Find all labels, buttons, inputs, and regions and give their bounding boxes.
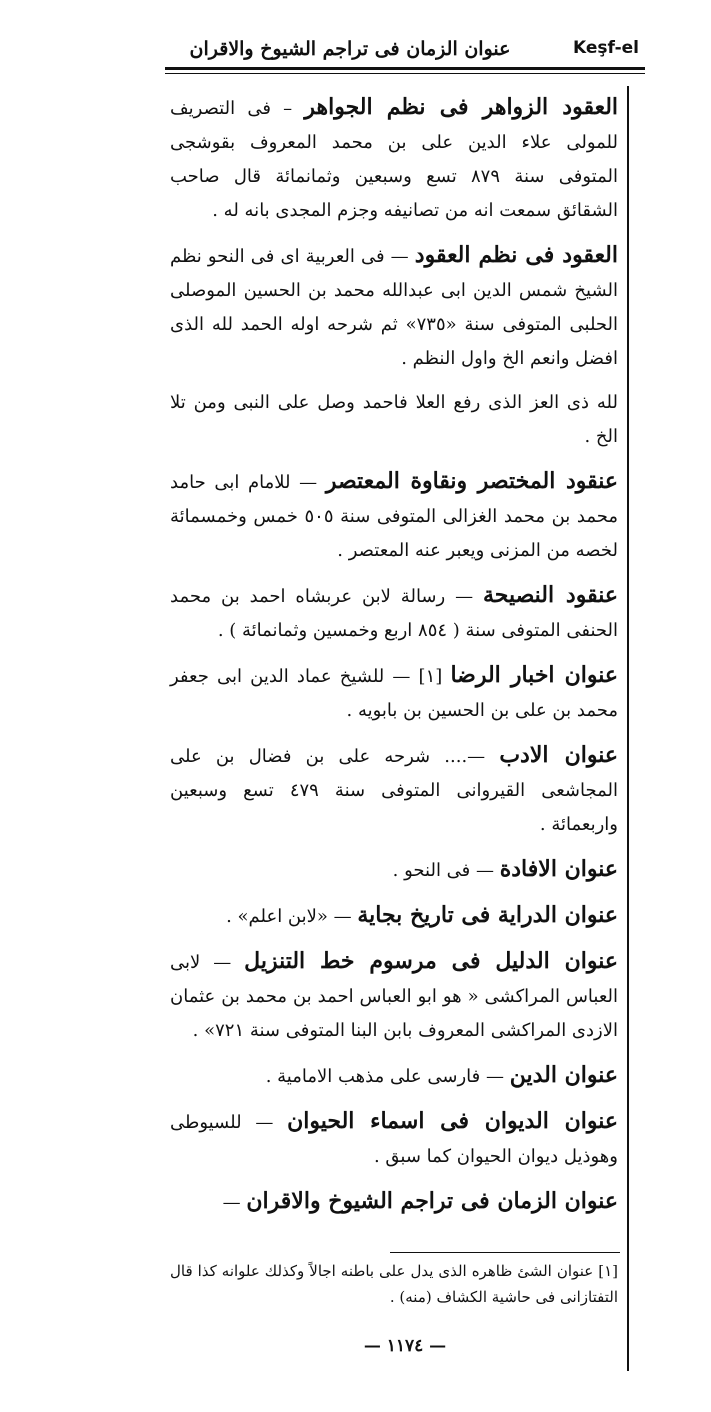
entry xyxy=(170,852,618,888)
entry-text: – فى التصريف للمولى علاء الدين على بن محمد المعروف بقوشجى المتوفى سنة ٨٧٩ تسع وسبعين وثمانمائة قال صاحب الشقائق سمعت انه من تصانيفه وجزم المجدى بانه له . xyxy=(170,98,619,221)
entry-heading: العقود فى نظم العقود xyxy=(414,242,618,268)
entry xyxy=(170,738,618,842)
entry-heading: عنوان الزمان فى تراجم الشيوخ والاقران xyxy=(246,1188,618,1214)
running-header-latin: Keşf-el xyxy=(572,38,639,58)
entry xyxy=(170,944,618,1048)
verse-line xyxy=(170,386,618,454)
entry-text: — رسالة لابن عربشاه احمد بن محمد الحنفى المتوفى سنة ( ٨٥٤ اربع وخمسين وثمانمائة ) . xyxy=(170,586,618,641)
entry-heading: عنوان الادب xyxy=(499,742,618,768)
entry-text: [١] — للشيخ عماد الدين ابى جعفر محمد بن على بن الحسين بن بابويه . xyxy=(170,666,618,721)
entry-heading: عنقود المختصر ونقاوة المعتصر xyxy=(325,468,619,494)
entry-heading: العقود الزواهر فى نظم الجواهر xyxy=(304,94,619,120)
entry-heading: عنوان الديوان فى اسماء الحيوان xyxy=(287,1108,618,1134)
entry xyxy=(170,578,618,648)
entry xyxy=(170,238,618,376)
entry xyxy=(170,898,618,934)
entry-heading: عنوان الدليل فى مرسوم خط التنزيل xyxy=(244,948,618,974)
entry-heading: عنقود النصيحة xyxy=(482,582,618,608)
entry-text: —.... شرحه على بن فضال بن على المجاشعى القيروانى المتوفى سنة ٤٧٩ تسع وسبعين واربعمائة . xyxy=(170,746,618,835)
footnote: [١] عنوان الشئ ظاهره الذى يدل على باطنه اجالاً وكذلك علوانه كذا قال التفتازانى فى حاشية الكشاف (منه) . xyxy=(170,1262,618,1306)
entry-text: — فارسى على مذهب الامامية . xyxy=(265,1066,510,1087)
entry-heading: عنوان الدين xyxy=(509,1062,618,1088)
entry-text: — «لابن اعلم» . xyxy=(226,906,358,927)
entry-heading: عنوان اخبار الرضا xyxy=(450,662,619,688)
footnote-rule xyxy=(390,1252,620,1253)
entry xyxy=(170,658,618,728)
header-rule-thin xyxy=(165,73,645,74)
entry-text: — للامام ابى حامد محمد بن محمد الغزالى المتوفى سنة ٥٠٥ خمس وخمسمائة لخصه من المزنى ويعبر عنه المعتصر . xyxy=(170,472,618,561)
entry xyxy=(170,90,618,228)
entry-text: — للسيوطى وهوذيل ديوان الحيوان كما سبق . xyxy=(170,1112,618,1167)
entry xyxy=(170,464,618,568)
entry xyxy=(170,1058,618,1094)
entry-text: — xyxy=(222,1192,247,1213)
entry-heading: عنوان الافادة xyxy=(499,856,618,882)
entry-text: — فى النحو . xyxy=(392,860,500,881)
entry xyxy=(170,1104,618,1174)
entry xyxy=(170,1184,618,1220)
entry-heading: عنوان الدراية فى تاريخ بجاية xyxy=(357,902,618,928)
header-rule-thick xyxy=(165,67,645,70)
column-rule xyxy=(627,86,629,1371)
verse-text: لله ذى العز الذى رفع العلا فاحمد وصل على النبى ومن تلا الخ . xyxy=(170,392,618,447)
entry-text: — فى العربية اى فى النحو نظم الشيخ شمس الدين ابى عبدالله محمد بن الحسين الموصلى الحلبى المتوفى سنة «٧٣٥» ثم شرحه اوله الحمد لله الذى افضل وانعم الخ واول النظم . xyxy=(170,246,619,369)
text-column xyxy=(170,90,618,1230)
entry-text: — لابى العباس المراكشى « هو ابو العباس احمد بن محمد بن عثمان الازدى المراكشى المعروف بابن البنا المتوفى سنة ٧٢١» . xyxy=(170,952,618,1041)
running-header-title: عنوان الزمان فى تراجم الشيوخ والاقران xyxy=(189,38,511,60)
page-number: — ١١٧٤ — xyxy=(363,1336,447,1356)
